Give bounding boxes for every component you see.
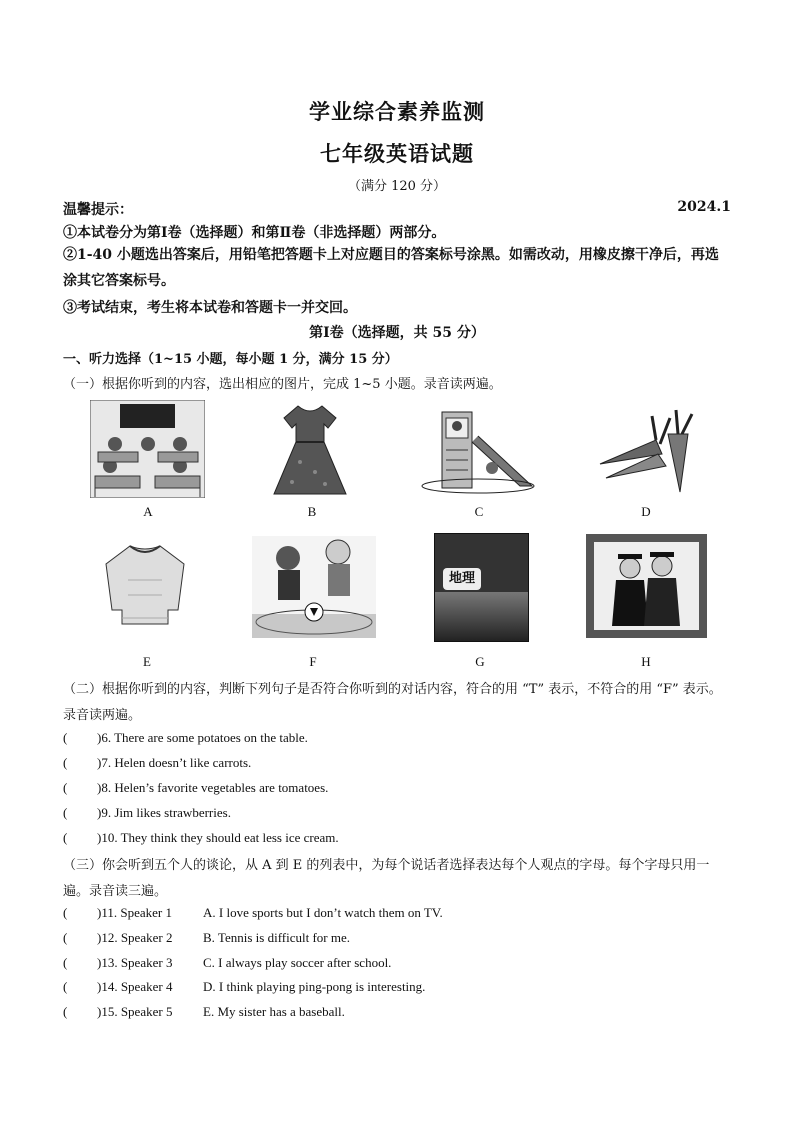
option-b: B. Tennis is difficult for me.	[203, 930, 351, 945]
question-15	[63, 1004, 345, 1020]
option-a: A. I love sports but I don’t watch them on TV.	[203, 905, 443, 920]
geography-book-icon	[434, 533, 529, 642]
answer-paren: (	[63, 830, 68, 845]
option-d: D. I think playing ping-pong is interesting.	[203, 979, 426, 994]
section-1-title: 第Ⅰ卷（选择题，共 55 分）	[309, 325, 485, 341]
answer-paren: (	[63, 1004, 68, 1019]
answer-paren: (	[63, 930, 68, 945]
answer-paren: (	[63, 755, 68, 770]
question-11	[63, 905, 443, 921]
answer-paren: (	[63, 780, 68, 795]
full-score: （满分 120 分）	[347, 179, 447, 194]
question-7	[63, 755, 251, 771]
option-e: E. My sister has a baseball.	[203, 1004, 345, 1019]
picture-label-d: D	[641, 504, 651, 519]
question-text: )6. There are some potatoes on the table.	[97, 730, 308, 745]
question-text: )15. Speaker 5	[97, 1004, 173, 1019]
question-8	[63, 780, 328, 796]
picture-label-c: C	[474, 504, 484, 519]
question-text: )12. Speaker 2	[97, 930, 173, 945]
picture-label-h: H	[641, 654, 651, 669]
listening-part-title: 一、听力选择（1~15 小题，每小题 1 分，满分 15 分）	[63, 352, 398, 367]
question-text: )10. They think they should eat less ice cream.	[97, 830, 339, 845]
question-text: )8. Helen’s favorite vegetables are tomatoes.	[97, 780, 329, 795]
tip-2: ②1-40 小题选出答案后，用铅笔把答题卡上对应题目的答案标号涂黑。如需改动，用橡皮擦干净后，再选涂其它答案标号。	[63, 247, 719, 289]
question-13	[63, 955, 392, 971]
question-text: )7. Helen doesn’t like carrots.	[97, 755, 252, 770]
picture-label-a: A	[143, 504, 153, 519]
carrots-icon	[596, 404, 696, 494]
graduates-icon	[586, 534, 707, 638]
geography-book-label: 地理	[443, 568, 481, 590]
sweater-icon	[100, 540, 190, 628]
classroom-icon	[90, 400, 205, 498]
tip-3: ③考试结束，考生将本试卷和答题卡一并交回。	[63, 300, 357, 316]
picture-label-e: E	[143, 654, 151, 669]
answer-paren: (	[63, 979, 68, 994]
question-12	[63, 930, 351, 946]
option-c: C. I always play soccer after school.	[203, 955, 392, 970]
picture-label-b: B	[307, 504, 317, 519]
question-text: )13. Speaker 3	[97, 955, 173, 970]
listening-sub-1: （一）根据你听到的内容，选出相应的图片，完成 1~5 小题。录音读两遍。	[63, 377, 502, 392]
tips-label: 温馨提示：	[63, 202, 133, 218]
question-text: )14. Speaker 4	[97, 979, 173, 994]
listening-sub-2: （二）根据你听到的内容，判断下列句子是否符合你听到的对话内容，符合的用 “T” 表示，不符合的用 “F” 表示。录音读两遍。	[63, 682, 722, 723]
question-6	[63, 730, 308, 746]
question-text: )11. Speaker 1	[97, 905, 172, 920]
question-14	[63, 979, 426, 995]
tip-1: ①本试卷分为第Ⅰ卷（选择题）和第Ⅱ卷（非选择题）两部分。	[63, 225, 446, 241]
exam-date: 2024.1	[677, 199, 731, 215]
question-text: )9. Jim likes strawberries.	[97, 805, 231, 820]
answer-paren: (	[63, 905, 68, 920]
exam-subtitle: 七年级英语试题	[320, 141, 474, 166]
boys-soccer-icon	[252, 536, 376, 638]
answer-paren: (	[63, 805, 68, 820]
question-10	[63, 830, 339, 846]
exam-title: 学业综合素养监测	[309, 99, 485, 124]
question-9	[63, 805, 231, 821]
picture-label-g: G	[475, 654, 485, 669]
answer-paren: (	[63, 955, 68, 970]
dress-icon	[270, 402, 350, 496]
picture-label-f: F	[309, 654, 317, 669]
listening-sub-3: （三）你会听到五个人的谈论，从 A 到 E 的列表中，为每个说话者选择表达每个人观点的字母。每个字母只用一遍。录音读三遍。	[63, 858, 710, 899]
tips-header	[63, 199, 731, 219]
answer-paren: (	[63, 730, 68, 745]
playground-slide-icon	[420, 408, 536, 494]
